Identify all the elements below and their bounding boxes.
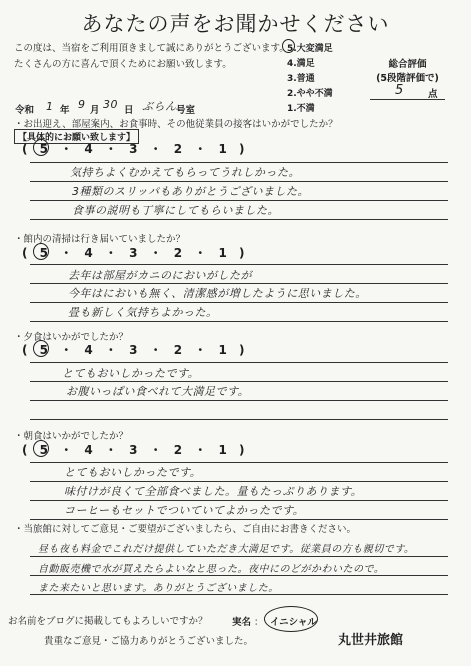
overall-underline xyxy=(370,99,445,100)
selected-rating-circle xyxy=(33,440,49,457)
date-day: 30 xyxy=(103,98,118,111)
writing-line xyxy=(30,556,448,557)
selected-initial-circle xyxy=(264,606,318,632)
selected-rating-circle xyxy=(33,340,49,357)
opinion-line-3: また来たいと思います。ありがとうございました。 xyxy=(38,583,279,594)
date-year-unit: 年 xyxy=(60,105,70,116)
opinion-line-2: 自動販売機で水が買えたらよいなと思った。夜中にのどがかわいたので。 xyxy=(38,564,385,575)
date-era: 令和 xyxy=(15,105,35,116)
date-room-unit: 号室 xyxy=(176,105,196,116)
date-year: 1 xyxy=(46,100,54,113)
writing-line xyxy=(30,519,448,520)
writing-line xyxy=(30,381,448,382)
scale-item-2: 2.やや不満 xyxy=(287,89,333,99)
intro-line-2: たくさんの方に喜んで頂くためにお願い致します。 xyxy=(14,59,232,70)
writing-line xyxy=(30,500,448,501)
answer-line-2: 今年はにおいも無く、清潔感が増したように思いました。 xyxy=(68,287,367,300)
rating-options: ( 5 ・ 4 ・ 3 ・ 2 ・ 1 ) xyxy=(22,443,249,457)
scale-item-4: 4.満足 xyxy=(287,59,315,69)
writing-line xyxy=(30,419,448,420)
inn-name: 丸世井旅館 xyxy=(338,633,404,648)
selected-rating-circle xyxy=(33,243,49,260)
answer-line-1: とてもおいしかったです。 xyxy=(62,367,200,380)
opinion-line-1: 昼も夜も料金でこれだけ提供していただき大満足です。従業員の方も親切です。 xyxy=(38,544,415,555)
writing-line xyxy=(30,321,448,322)
answer-line-2: 3種類のスリッパもありがとうございました。 xyxy=(72,185,310,198)
question-text: ・館内の清掃は行き届いていましたか？ xyxy=(14,234,186,245)
answer-line-3: 食事の説明も丁寧にしてもらいました。 xyxy=(72,204,279,217)
answer-line-1: 気持ちよくむかえてもらってうれしかった。 xyxy=(70,166,300,179)
writing-line xyxy=(30,264,448,265)
answer-line-3: 畳も新しく気持ちよかった。 xyxy=(68,306,218,319)
writing-line xyxy=(30,219,448,220)
writing-line xyxy=(30,283,448,284)
date-room: ぶらん xyxy=(142,100,177,113)
question-text: ・朝食はいかがでしたか？ xyxy=(14,431,129,442)
date-month: 9 xyxy=(78,98,86,111)
blog-question: お名前をブログに掲載してもよろしいですか？ xyxy=(8,616,208,627)
blog-name-label: 実名 xyxy=(232,617,252,628)
writing-line xyxy=(30,481,448,482)
writing-line xyxy=(30,462,448,463)
date-day-unit: 日 xyxy=(124,105,134,116)
answer-line-2: お腹いっぱい食べれて大満足です。 xyxy=(66,385,250,398)
answer-line-2: 味付けが良くて全部食べました。量もたっぷりあります。 xyxy=(64,485,363,498)
thanks-text: 貴重なご意見・ご協力ありがとうございました。 xyxy=(44,636,254,647)
selected-scale-circle xyxy=(282,39,295,53)
blog-separator: ： xyxy=(254,617,264,628)
intro-line-1: この度は、当宿をご利用頂きまして誠にありがとうございます。 xyxy=(14,43,289,54)
overall-unit: 点 xyxy=(428,89,438,100)
writing-line xyxy=(30,200,448,201)
writing-line xyxy=(30,362,448,363)
writing-line xyxy=(30,162,448,163)
answer-line-1: 去年は部屋がカニのにおいがしたが xyxy=(68,269,252,282)
scale-item-5: 5.大変満足 xyxy=(287,44,333,54)
writing-line xyxy=(30,181,448,182)
opinion-question: ・当旅館に対してご意見・ご要望がございましたら、ご自由にお書きください。 xyxy=(14,524,357,535)
selected-rating-circle xyxy=(33,139,49,156)
writing-line xyxy=(30,400,448,401)
answer-line-3: コーヒーもセットでついていてよかったです。 xyxy=(64,504,305,517)
overall-value: 5 xyxy=(395,83,404,98)
scale-item-3: 3.普通 xyxy=(287,74,315,84)
rating-options: ( 5 ・ 4 ・ 3 ・ 2 ・ 1 ) xyxy=(22,142,249,156)
overall-sub: (5段階評価で) xyxy=(376,73,439,84)
answer-line-1: とてもおいしかったです。 xyxy=(64,466,202,479)
rating-options: ( 5 ・ 4 ・ 3 ・ 2 ・ 1 ) xyxy=(22,343,249,357)
writing-line xyxy=(30,575,448,576)
rating-options: ( 5 ・ 4 ・ 3 ・ 2 ・ 1 ) xyxy=(22,246,249,260)
blog-initial-label: イニシャル xyxy=(270,617,317,628)
scale-item-1: 1.不満 xyxy=(287,104,315,114)
date-month-unit: 月 xyxy=(90,105,100,116)
question-text: ・夕食はいかがでしたか？ xyxy=(14,332,129,343)
writing-line xyxy=(30,594,448,595)
writing-line xyxy=(30,302,448,303)
survey-title: あなたの声をお聞かせください xyxy=(81,12,390,36)
overall-label: 総合評価 xyxy=(388,59,427,70)
question-text: ・お出迎え、部屋案内、お食事時、その他従業員の接客はいかがでしたか？ xyxy=(14,119,338,130)
question-label: 【具体的にお願い致します】 xyxy=(14,129,139,144)
